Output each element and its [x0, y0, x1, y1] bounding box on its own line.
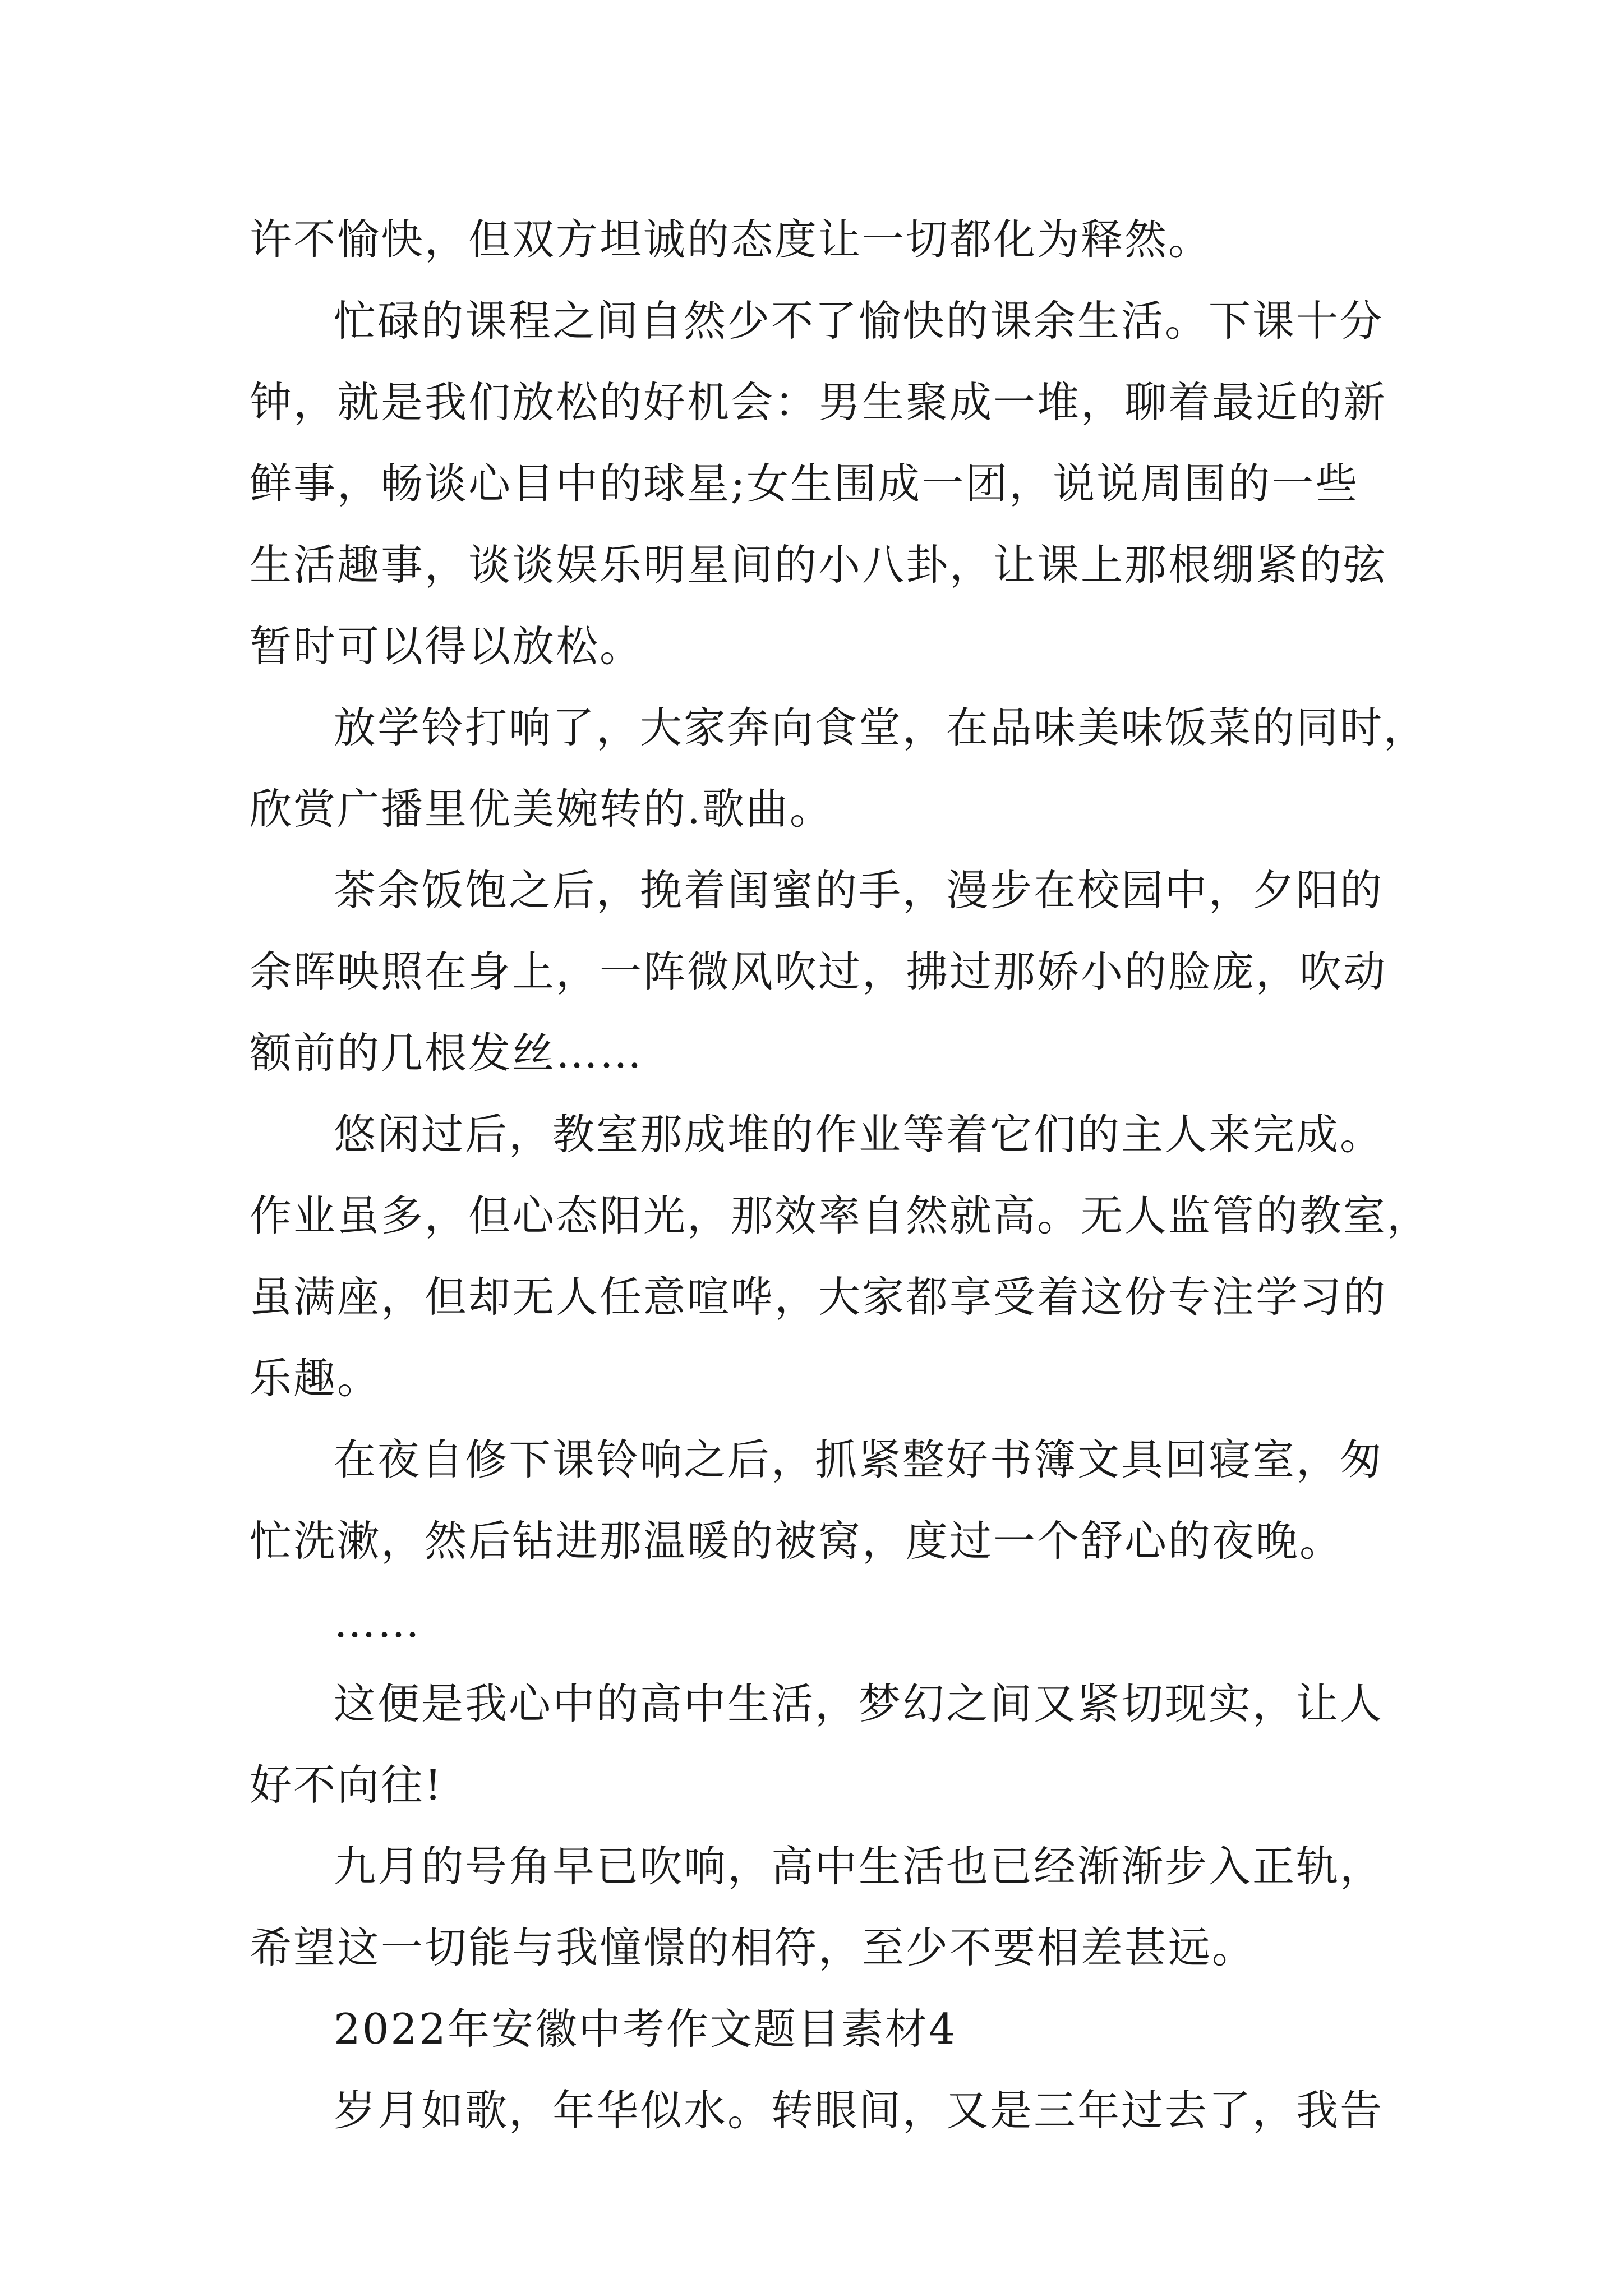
text-line: 虽满座，但却无人任意喧哗，大家都享受着这份专注学习的	[250, 1272, 1387, 1322]
text-line: 茶余饭饱之后，挽着闺蜜的手，漫步在校园中，夕阳的	[334, 866, 1384, 915]
paragraph-2	[250, 280, 1388, 687]
text-line: 放学铃打响了，大家奔向食堂，在品味美味饭菜的同时，	[334, 703, 1428, 752]
text-line: 2022年安徽中考作文题目素材4	[334, 2004, 957, 2054]
paragraph-9	[250, 1826, 1388, 1989]
text-line: 许不愉快，但双方坦诚的态度让一切都化为释然。	[250, 215, 1212, 264]
text-line: 欣赏广播里优美婉转的.歌曲。	[250, 784, 833, 834]
text-line: 忙碌的课程之间自然少不了愉快的课余生活。下课十分	[334, 296, 1384, 346]
text-line: 九月的号角早已吹响，高中生活也已经渐渐步入正轨，	[334, 1842, 1384, 1891]
text-line: 钟，就是我们放松的好机会：男生聚成一堆，聊着最近的新	[250, 378, 1387, 427]
text-line: 鲜事，畅谈心目中的球星;女生围成一团，说说周围的一些	[250, 459, 1359, 508]
text-line: 乐趣。	[250, 1354, 381, 1403]
paragraph-5	[250, 1094, 1431, 1419]
text-line: 岁月如歌，年华似水。转眼间，又是三年过去了，我告	[334, 2086, 1384, 2135]
text-line: 这便是我心中的高中生活，梦幻之间又紧切现实，让人	[334, 1679, 1384, 1728]
paragraph-4	[250, 850, 1388, 1094]
paragraph-3	[250, 687, 1428, 850]
text-line: 余晖映照在身上，一阵微风吹过，拂过那娇小的脸庞，吹动	[250, 947, 1387, 996]
text-line: ……	[334, 1598, 421, 1647]
text-line: 悠闲过后，教室那成堆的作业等着它们的主人来完成。	[334, 1110, 1384, 1159]
paragraph-6	[250, 1419, 1388, 1582]
text-line: 忙洗漱，然后钻进那温暖的被窝，度过一个舒心的夜晚。	[250, 1516, 1344, 1566]
paragraph-8	[250, 1663, 1388, 1826]
text-line: 额前的几根发丝……	[250, 1028, 644, 1078]
paragraph-1	[250, 199, 1388, 280]
text-line: 好不向往!	[250, 1760, 444, 1810]
document-body	[250, 199, 1431, 2151]
text-line: 作业虽多，但心态阳光，那效率自然就高。无人监管的教室，	[250, 1191, 1431, 1240]
paragraph-7-ellipsis	[250, 1582, 1388, 1663]
paragraph-10	[250, 2070, 1388, 2151]
section-heading	[250, 1989, 1388, 2070]
text-line: 暂时可以得以放松。	[250, 622, 644, 671]
text-line: 在夜自修下课铃响之后，抓紧整好书簿文具回寝室，匆	[334, 1435, 1384, 1484]
text-line: 生活趣事，谈谈娱乐明星间的小八卦，让课上那根绷紧的弦	[250, 540, 1387, 590]
text-line: 希望这一切能与我憧憬的相符，至少不要相差甚远。	[250, 1923, 1256, 1972]
